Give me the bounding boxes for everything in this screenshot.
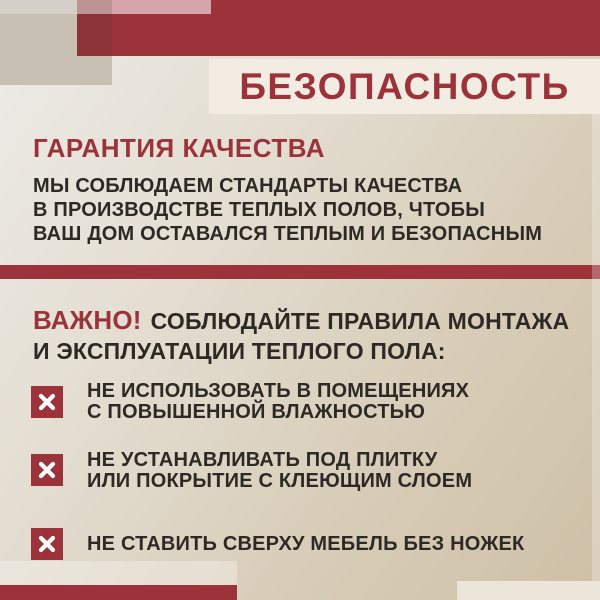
- poster-title: БЕЗОПАСНОСТЬ: [239, 65, 570, 107]
- rule-item: [87, 381, 469, 423]
- rule-line: ИЛИ ПОКРЫТИЕ С КЛЕЮЩИМ СЛОЕМ: [87, 470, 473, 492]
- x-cross-icon: [31, 454, 63, 486]
- important-line: [33, 305, 569, 336]
- decor-red-band-top: [211, 0, 600, 15]
- quality-line: В ПРОИЗВОДСТВЕ ТЕПЛЫХ ПОЛОВ, ЧТОБЫ: [33, 199, 486, 221]
- x-cross-icon: [31, 386, 63, 418]
- important-line: И ЭКСПЛУАТАЦИИ ТЕПЛОГО ПОЛА:: [33, 338, 446, 364]
- rule-line: С ПОВЫШЕННОЙ ВЛАЖНОСТЬЮ: [87, 401, 426, 423]
- decor-mauve-rect: [77, 0, 112, 14]
- quality-line: ВАШ ДОМ ОСТАВАЛСЯ ТЕПЛЫМ И БЕЗОПАСНЫМ: [33, 223, 543, 245]
- decor-light-block-bottom: [0, 561, 237, 585]
- decor-cream-corner: [457, 581, 600, 600]
- rule-item: [87, 450, 472, 492]
- x-cross-icon: [31, 528, 63, 560]
- decor-pink-rect: [112, 0, 211, 14]
- red-divider-bar: [0, 265, 600, 279]
- rule-line: НЕ УСТАНАВЛИВАТЬ ПОД ПЛИТКУ: [87, 449, 438, 471]
- decor-red-bar-bottom: [0, 585, 237, 600]
- x-cross-glyph: [31, 454, 63, 486]
- title-banner: [209, 59, 600, 114]
- important-notice: [33, 305, 569, 366]
- decor-red-overlap-square: [77, 14, 112, 56]
- rule-line: НЕ ИСПОЛЬЗОВАТЬ В ПОМЕЩЕНИЯХ: [87, 380, 470, 402]
- quality-paragraph: [33, 174, 542, 246]
- decor-gray-strip: [0, 0, 77, 14]
- rule-line: НЕ СТАВИТЬ СВЕРХУ МЕБЕЛЬ БЕЗ НОЖЕК: [87, 533, 525, 555]
- x-cross-glyph: [31, 528, 63, 560]
- decor-right-edge-strip: [592, 114, 600, 581]
- quality-heading: ГАРАНТИЯ КАЧЕСТВА: [33, 133, 326, 163]
- important-label: ВАЖНО!: [33, 305, 142, 335]
- x-cross-glyph: [31, 386, 63, 418]
- quality-line: МЫ СОБЛЮДАЕМ СТАНДАРТЫ КАЧЕСТВА: [33, 175, 463, 197]
- decor-red-band: [77, 14, 600, 56]
- rule-item: [87, 534, 524, 555]
- important-text: СОБЛЮДАЙТЕ ПРАВИЛА МОНТАЖА: [150, 308, 570, 334]
